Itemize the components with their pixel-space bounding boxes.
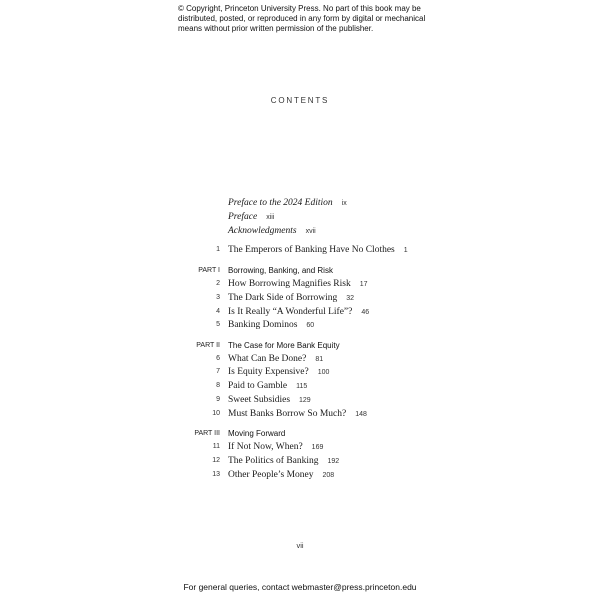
chapter-number: 9 bbox=[216, 396, 220, 403]
toc-entry-title: The Politics of Banking bbox=[228, 456, 319, 466]
toc-entry-page: 46 bbox=[361, 309, 370, 316]
toc-entry-chapter-6[interactable] bbox=[228, 353, 323, 365]
toc-entry-title: How Borrowing Magnifies Risk bbox=[228, 279, 351, 289]
chapter-number: 3 bbox=[216, 294, 220, 301]
copyright-notice: © Copyright, Princeton University Press. No part of this book may be distributed, posted, or reproduced in any form by digital or mechanical means without prior written permission of the publisher. bbox=[178, 4, 426, 33]
part-label: PART III bbox=[194, 430, 220, 437]
toc-entry-title: If Not Now, When? bbox=[228, 442, 303, 452]
footer-contact: For general queries, contact webmaster@press.princeton.edu bbox=[183, 582, 417, 592]
part-label: PART I bbox=[198, 267, 220, 274]
chapter-number: 12 bbox=[212, 457, 220, 464]
toc-entry-page: 60 bbox=[306, 322, 315, 329]
toc-entry-page: 129 bbox=[299, 397, 311, 404]
toc-entry-preface[interactable] bbox=[228, 211, 274, 223]
page-number: vii bbox=[296, 541, 304, 550]
toc-entry-chapter-10[interactable] bbox=[228, 408, 367, 420]
toc-entry-page: 115 bbox=[296, 383, 308, 390]
toc-entry-chapter-13[interactable] bbox=[228, 469, 334, 481]
toc-entry-chapter-2[interactable] bbox=[228, 278, 368, 290]
chapter-number: 4 bbox=[216, 308, 220, 315]
part-title[interactable]: Moving Forward bbox=[228, 429, 286, 438]
toc-entry-title: Sweet Subsidies bbox=[228, 395, 291, 405]
toc-entry-page: 32 bbox=[346, 295, 355, 302]
toc-entry-title: Must Banks Borrow So Much? bbox=[228, 409, 347, 419]
toc-entry-title: Preface to the 2024 Edition bbox=[228, 198, 333, 208]
toc-entry-title: Is Equity Expensive? bbox=[228, 367, 309, 377]
chapter-number: 13 bbox=[212, 471, 220, 478]
chapter-number: 11 bbox=[212, 443, 220, 450]
toc-entry-chapter-11[interactable] bbox=[228, 441, 323, 453]
toc-entry-title: The Dark Side of Borrowing bbox=[228, 293, 338, 303]
toc-entry-page: 208 bbox=[322, 472, 335, 479]
toc-entry-page: 1 bbox=[403, 247, 408, 254]
toc-entry-preface-2024[interactable] bbox=[228, 197, 347, 209]
toc-entry-title: Paid to Gamble bbox=[228, 381, 288, 391]
toc-entry-title: The Emperors of Banking Have No Clothes bbox=[228, 245, 395, 255]
toc-entry-title: What Can Be Done? bbox=[228, 354, 307, 364]
chapter-number: 2 bbox=[216, 280, 220, 287]
toc-entry-chapter-9[interactable] bbox=[228, 394, 311, 406]
chapter-number: 10 bbox=[212, 410, 220, 417]
toc-entry-page: 169 bbox=[311, 444, 324, 451]
toc-entry-page: 192 bbox=[327, 458, 340, 465]
chapter-number: 5 bbox=[216, 321, 220, 328]
chapter-number: 8 bbox=[216, 382, 220, 389]
toc-entry-title: Acknowledgments bbox=[228, 226, 297, 236]
part-title[interactable]: Borrowing, Banking, and Risk bbox=[228, 266, 333, 275]
toc-entry-chapter-4[interactable] bbox=[228, 306, 369, 318]
toc-entry-title: Preface bbox=[228, 212, 258, 222]
toc-entry-page: ix bbox=[341, 200, 347, 207]
toc-entry-page: xvii bbox=[305, 228, 316, 235]
toc-entry-title: Other People’s Money bbox=[228, 470, 314, 480]
toc-entry-chapter-8[interactable] bbox=[228, 380, 307, 392]
part-label: PART II bbox=[196, 342, 220, 349]
toc-entry-page: 148 bbox=[355, 411, 367, 418]
chapter-number: 7 bbox=[216, 368, 220, 375]
contents-heading: CONTENTS bbox=[270, 96, 330, 105]
chapter-number: 1 bbox=[216, 246, 220, 253]
chapter-number: 6 bbox=[216, 355, 220, 362]
toc-entry-acknowledgments[interactable] bbox=[228, 225, 316, 237]
toc-entry-chapter-12[interactable] bbox=[228, 455, 339, 467]
toc-entry-title: Is It Really “A Wonderful Life”? bbox=[228, 307, 353, 317]
toc-entry-chapter-5[interactable] bbox=[228, 319, 314, 331]
part-title[interactable]: The Case for More Bank Equity bbox=[228, 341, 340, 350]
toc-entry-chapter-3[interactable] bbox=[228, 292, 354, 304]
toc-entry-title: Banking Dominos bbox=[228, 320, 298, 330]
toc-entry-page: xiii bbox=[266, 214, 275, 221]
toc-entry-chapter-1[interactable] bbox=[228, 244, 408, 256]
toc-entry-page: 100 bbox=[317, 369, 330, 376]
toc-entry-chapter-7[interactable] bbox=[228, 366, 329, 378]
toc-entry-page: 17 bbox=[359, 281, 368, 288]
toc-entry-page: 81 bbox=[315, 356, 324, 363]
